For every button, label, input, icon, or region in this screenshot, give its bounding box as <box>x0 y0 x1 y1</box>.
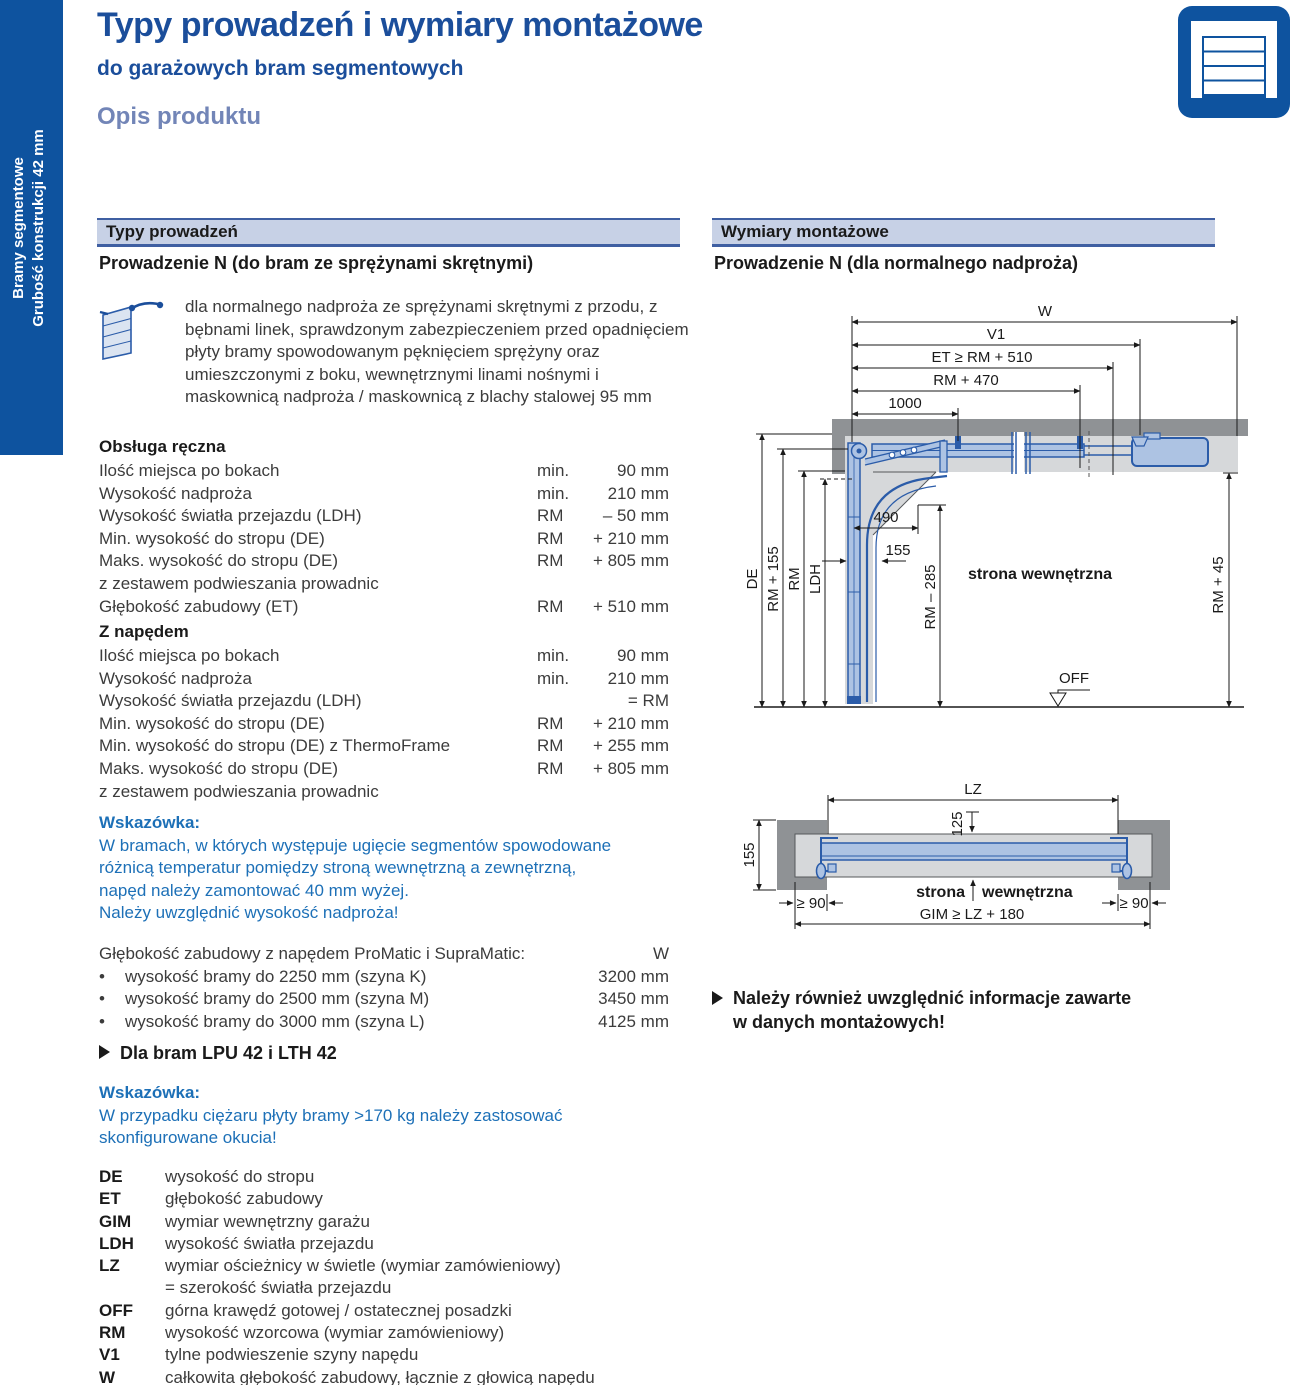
hint-note-1 <box>99 812 679 925</box>
legend-key: DE <box>99 1167 123 1186</box>
table-row <box>99 713 669 736</box>
note-line-2: w danych montażowych! <box>733 1012 946 1032</box>
bullet: • <box>99 1011 105 1031</box>
powered-table <box>99 645 669 803</box>
row-ref: min. <box>537 668 570 688</box>
legend-key: RM <box>99 1323 126 1343</box>
row-label: z zestawem podwieszania prowadnic <box>99 781 379 801</box>
legend-desc: wymiar wewnętrzny garażu <box>165 1211 371 1231</box>
row-value: + 210 mm <box>592 528 669 548</box>
diagram-vertical-section <box>740 292 1260 742</box>
row-label: Maks. wysokość do stropu (DE) <box>99 551 339 571</box>
dim-rm285-label: RM – 285 <box>922 564 939 630</box>
table-row <box>99 528 669 551</box>
row-ref: RM <box>537 506 564 526</box>
sidebar-line1: Bramy segmentowe <box>9 156 27 299</box>
powered-table-title: Z napędem <box>99 622 189 641</box>
row-value: 90 mm <box>617 646 669 665</box>
dim-1000-label: 1000 <box>888 395 922 412</box>
section-bar-label: Wymiary montażowe <box>721 222 889 241</box>
row-ref: RM <box>537 551 564 571</box>
dim-w-label: W <box>1037 303 1053 320</box>
table-row <box>99 758 669 781</box>
row-label: Ilość miejsca po bokach <box>99 646 280 665</box>
table-row <box>99 645 669 668</box>
row-ref: RM <box>537 736 564 756</box>
row-label: z zestawem podwieszania prowadnic <box>99 573 379 593</box>
legend-key: LDH <box>99 1233 134 1253</box>
dim-et-label: ET ≥ RM + 510 <box>931 349 1033 366</box>
abbreviation-legend <box>99 1166 679 1385</box>
triangle-bullet-icon <box>712 991 723 1005</box>
for-doors-line <box>99 1043 337 1064</box>
dim-490-label: 490 <box>873 509 899 526</box>
legend-key: LZ <box>99 1256 120 1276</box>
page-title: Typy prowadzeń i wymiary montażowe <box>97 6 703 44</box>
depth-item-value: 3450 mm <box>598 989 669 1009</box>
depth-heading-value: W <box>652 944 669 963</box>
sidebar-vertical-text <box>9 8 55 448</box>
section-bar-typy-prowadzen <box>97 218 680 247</box>
row-label: Min. wysokość do stropu (DE) z ThermoFrame <box>99 736 451 756</box>
hint-note-2 <box>99 1082 679 1150</box>
diagram-horizontal-section <box>742 772 1262 952</box>
legend-desc: wysokość światła przejazdu <box>165 1233 374 1253</box>
legend-desc: tylne podwieszenie szyny napędu <box>165 1345 419 1365</box>
row-value: 90 mm <box>617 461 669 480</box>
dim-ldh-label: LDH <box>807 563 824 595</box>
dim-ge90-right-label: ≥ 90 <box>1119 895 1149 912</box>
page-section-title: Opis produktu <box>97 103 261 130</box>
dim-rm-label: RM <box>786 567 803 591</box>
legend-desc: górna krawędź gotowej / ostatecznej posadzki <box>165 1300 512 1320</box>
bullet: • <box>99 966 105 986</box>
dim-off-label: OFF <box>1059 670 1089 687</box>
dim-ge90-left-label: ≥ 90 <box>796 895 826 912</box>
sidebar-line2: Grubość konstrukcji 42 mm <box>29 128 47 327</box>
depth-item-label: wysokość bramy do 3000 mm (szyna L) <box>125 1011 425 1031</box>
table-row <box>99 550 669 573</box>
row-label: Maks. wysokość do stropu (DE) <box>99 758 339 778</box>
row-label: Min. wysokość do stropu (DE) <box>99 713 325 733</box>
legend-desc: wymiar ościeżnicy w świetle (wymiar zamówieniowy) <box>165 1256 561 1276</box>
depth-item <box>99 1011 669 1034</box>
legend-row <box>99 1300 679 1322</box>
depth-item-label: wysokość bramy do 2250 mm (szyna K) <box>125 966 427 986</box>
row-value: + 805 mm <box>592 758 669 778</box>
legend-desc: całkowita głębokość zabudowy, łącznie z głowicą napędu <box>165 1367 595 1385</box>
legend-key: ET <box>99 1189 121 1209</box>
row-value: + 210 mm <box>592 713 669 733</box>
row-value: 210 mm <box>607 483 669 503</box>
manual-table-title: Obsługa ręczna <box>99 437 226 456</box>
depth-item <box>99 988 669 1011</box>
dim-155-label: 155 <box>742 842 758 868</box>
hint-line: Należy uwzględnić wysokość nadproża! <box>99 903 399 923</box>
dim-gim-label: GIM ≥ LZ + 180 <box>919 906 1025 923</box>
row-label: Wysokość nadproża <box>99 668 252 688</box>
row-ref: RM <box>537 596 564 616</box>
depth-item-value: 3200 mm <box>598 966 669 986</box>
legend-row <box>99 1322 679 1344</box>
legend-desc: wysokość wzorcowa (wymiar zamówieniowy) <box>165 1323 505 1343</box>
row-ref: min. <box>537 483 570 503</box>
row-label: Ilość miejsca po bokach <box>99 461 280 480</box>
row-label: Głębokość zabudowy (ET) <box>99 596 299 616</box>
row-value: = RM <box>627 691 669 711</box>
row-label: Min. wysokość do stropu (DE) <box>99 528 325 548</box>
row-label: Wysokość światła przejazdu (LDH) <box>99 506 362 526</box>
hint-line: W przypadku ciężaru płyty bramy >170 kg należy zastosować <box>99 1105 563 1125</box>
hint-line: różnicą temperatur pomiędzy stroną wewnętrzną a zewnętrzną, <box>99 858 577 878</box>
table-row <box>99 596 669 619</box>
inner-side-label: strona wewnętrzna <box>967 566 1113 583</box>
row-value: 210 mm <box>607 668 669 688</box>
table-row <box>99 668 669 691</box>
legend-row <box>99 1166 679 1188</box>
dim-de-label: DE <box>744 568 761 590</box>
sectional-door-icon <box>1178 6 1290 123</box>
dim-155-label: 155 <box>885 542 911 559</box>
hint-line: W bramach, w których występuje ugięcie segmentów spowodowane <box>99 835 612 855</box>
row-value: + 510 mm <box>592 596 669 616</box>
row-value: + 805 mm <box>592 551 669 571</box>
table-row <box>99 460 669 483</box>
row-value: + 255 mm <box>592 736 669 756</box>
hint-title: Wskazówka: <box>99 1083 201 1102</box>
legend-key: GIM <box>99 1211 132 1231</box>
inner-side-label-part2: wewnętrzna <box>982 884 1073 901</box>
hint-title: Wskazówka: <box>99 813 201 832</box>
legend-row <box>99 1233 679 1255</box>
depth-heading: Głębokość zabudowy z napędem ProMatic i SupraMatic: <box>99 944 526 963</box>
row-ref: min. <box>537 646 570 665</box>
table-row <box>99 781 669 804</box>
dim-v1-label: V1 <box>986 326 1006 343</box>
hint-line: skonfigurowane okucia! <box>99 1128 277 1148</box>
legend-row <box>99 1344 679 1366</box>
legend-desc: wysokość do stropu <box>165 1167 315 1186</box>
bullet: • <box>99 989 105 1009</box>
dimension-lines <box>754 316 1244 707</box>
table-row <box>99 573 669 596</box>
row-label: Wysokość światła przejazdu (LDH) <box>99 691 362 711</box>
dim-rm155-label: RM + 155 <box>765 546 782 612</box>
legend-key: OFF <box>99 1300 133 1320</box>
table-row <box>99 690 669 713</box>
left-subheader: Prowadzenie N (do bram ze sprężynami skrętnymi) <box>99 253 534 273</box>
legend-row <box>99 1367 679 1385</box>
table-row <box>99 735 669 758</box>
row-ref <box>537 690 589 713</box>
inner-side-label-part1: strona <box>916 884 965 901</box>
drive-depth-list <box>99 943 669 1033</box>
dim-lz-label: LZ <box>964 781 982 798</box>
legend-desc: głębokość zabudowy <box>165 1189 323 1209</box>
row-ref: RM <box>537 713 564 733</box>
row-label: Wysokość nadproża <box>99 483 252 503</box>
legend-key <box>99 1277 165 1299</box>
legend-row <box>99 1277 679 1299</box>
door-with-torsion-spring-icon <box>98 298 168 365</box>
triangle-bullet-icon <box>99 1045 110 1059</box>
legend-desc: = szerokość światła przejazdu <box>165 1278 392 1298</box>
manual-table <box>99 460 669 618</box>
hint-line: napęd należy zamontować 40 mm wyżej. <box>99 880 409 900</box>
row-value: – 50 mm <box>602 506 669 526</box>
legend-row <box>99 1255 679 1277</box>
legend-key: V1 <box>99 1345 120 1365</box>
row-value <box>589 781 669 804</box>
legend-key: W <box>99 1367 116 1385</box>
dim-125-label: 125 <box>949 811 966 837</box>
row-ref <box>537 573 589 596</box>
dim-rm470-label: RM + 470 <box>933 372 999 389</box>
dim-rm45-label: RM + 45 <box>1210 556 1227 614</box>
legend-row <box>99 1211 679 1233</box>
row-ref: min. <box>537 461 570 480</box>
installation-data-note <box>712 986 1282 1034</box>
for-doors-text: Dla bram LPU 42 i LTH 42 <box>120 1043 337 1063</box>
row-ref: RM <box>537 758 564 778</box>
intro-paragraph: dla normalnego nadproża ze sprężynami skrętnymi z przodu, z bębnami linek, sprawdzonym zabezpieczeniem przed opadnięciem płyty bramy spowodowanym pęknięciem sprężyny oraz umieszczonymi z boku, wewnętrznymi linami nośnymi i maskownicą nadproża / maskownicą z blachy stalowej 95 mm <box>185 297 689 407</box>
table-row <box>99 483 669 506</box>
table-row <box>99 505 669 528</box>
row-ref: RM <box>537 528 564 548</box>
sidebar-tab <box>0 0 63 455</box>
depth-heading-row <box>99 943 669 966</box>
depth-item <box>99 966 669 989</box>
depth-item-label: wysokość bramy do 2500 mm (szyna M) <box>125 989 430 1009</box>
section-bar-label: Typy prowadzeń <box>106 222 238 241</box>
depth-item-value: 4125 mm <box>598 1011 669 1031</box>
row-value <box>589 573 669 596</box>
section-bar-wymiary-montazowe <box>712 218 1215 247</box>
row-ref <box>537 781 589 804</box>
page-subtitle: do garażowych bram segmentowych <box>97 57 464 80</box>
note-line-1: Należy również uwzględnić informacje zawarte <box>733 988 1132 1008</box>
right-subheader: Prowadzenie N (dla normalnego nadproża) <box>714 253 1079 273</box>
legend-row <box>99 1188 679 1210</box>
